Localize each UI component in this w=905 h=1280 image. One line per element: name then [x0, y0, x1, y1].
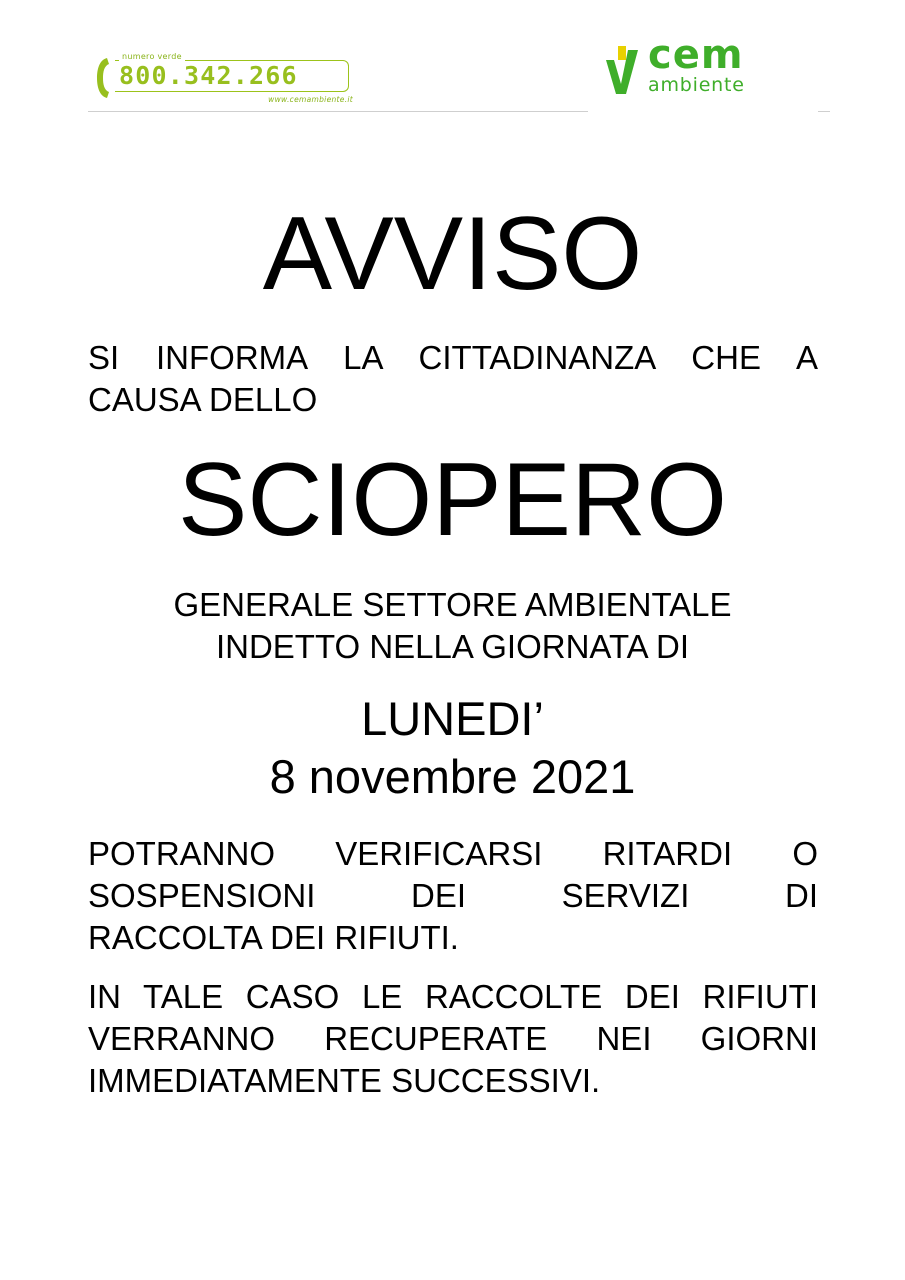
notice-title: AVVISO [262, 196, 643, 312]
recovery-paragraph [88, 976, 818, 1102]
paragraph-line: VERRANNO RECUPERATE NEI GIORNI [88, 1020, 818, 1057]
subtitle-line: INDETTO NELLA GIORNATA DI [215, 628, 690, 665]
website-url: www.cemambiente.it [268, 95, 353, 104]
paragraph-line: POTRANNO VERIFICARSI RITARDI O [88, 835, 818, 872]
logo-word: cem [648, 32, 744, 78]
header-divider-right [818, 111, 830, 112]
phone-number: 800.342.266 [119, 61, 298, 90]
strike-date-block [0, 690, 905, 806]
delay-warning-paragraph [88, 833, 818, 959]
header-divider [88, 111, 588, 112]
paragraph-line: IN TALE CASO LE RACCOLTE DEI RIFIUTI [88, 978, 818, 1015]
cem-ambiente-logo [604, 32, 804, 100]
intro-line: SI INFORMA LA CITTADINANZA CHE A [88, 339, 818, 376]
logo-check-icon [604, 44, 644, 96]
phone-handset-icon [95, 56, 111, 100]
intro-line: CAUSA DELLO [88, 381, 318, 418]
strike-date: 8 novembre 2021 [269, 750, 636, 803]
strike-day: LUNEDI’ [361, 692, 544, 745]
paragraph-line: IMMEDIATAMENTE SUCCESSIVI. [88, 1062, 601, 1099]
paragraph-line: SOSPENSIONI DEI SERVIZI DI [88, 877, 818, 914]
strike-subtitle [0, 584, 905, 668]
strike-headline: SCIOPERO [178, 442, 727, 558]
subtitle-line: GENERALE SETTORE AMBIENTALE [173, 586, 732, 623]
logo-subword: ambiente [648, 74, 745, 96]
toll-free-number-badge [95, 52, 357, 110]
paragraph-line: RACCOLTA DEI RIFIUTI. [88, 919, 459, 956]
intro-paragraph [88, 337, 818, 421]
phone-label: numero verde [119, 52, 185, 61]
